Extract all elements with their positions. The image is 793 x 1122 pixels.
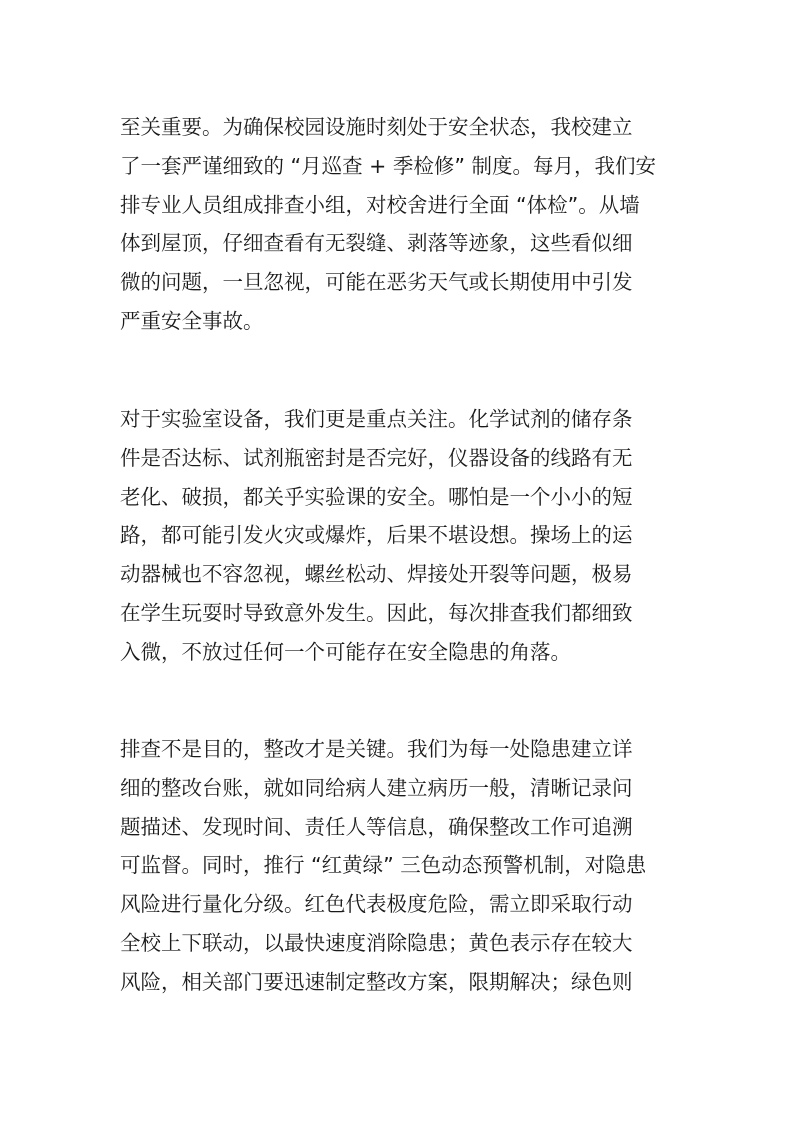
text-line: 至关重要。为确保校园设施时刻处于安全状态，我校建立 [120,115,633,139]
text-line: 路，都可能引发火灾或爆炸，后果不堪设想。操场上的运 [120,523,633,548]
text-line: 可监督。同时，推行 “红黄绿” 三色动态预警机制，对隐患 [120,853,647,878]
text-line: 了一套严谨细致的 “月巡查 + 季检修” 制度。每月，我们安 [120,153,656,178]
text-line: 风险，相关部门要迅速制定整改方案，限期解决；绿色则 [120,969,633,994]
text-line: 在学生玩耍时导致意外发生。因此，每次排查我们都细致 [120,600,633,625]
text-line: 件是否达标、试剂瓶密封是否完好，仪器设备的线路有无 [120,445,633,470]
text-line: 排查不是目的，整改才是关键。我们为每一处隐患建立详 [120,737,633,761]
paragraph-facility-inspection [120,108,680,341]
text-line: 细的整改台账，就如同给病人建立病历一般，清晰记录问 [120,775,633,800]
text-line: 严重安全事故。 [120,308,264,333]
text-line: 对于实验室设备，我们更是重点关注。化学试剂的储存条 [120,407,633,431]
text-line: 全校上下联动，以最快速度消除隐患；黄色表示存在较大 [120,930,633,955]
text-line: 排专业人员组成排查小组，对校舍进行全面 “体检”。从墙 [120,192,640,217]
text-line: 老化、破损，都关乎实验课的安全。哪怕是一个小小的短 [120,484,633,509]
text-line: 体到屋顶，仔细查看有无裂缝、剥落等迹象，这些看似细 [120,231,633,256]
text-line: 入微，不放过任何一个可能存在安全隐患的角落。 [120,639,571,664]
text-line: 题描述、发现时间、责任人等信息，确保整改工作可追溯 [120,814,633,839]
text-line: 风险进行量化分级。红色代表极度危险，需立即采取行动 [120,892,633,917]
paragraph-rectification [120,730,680,1002]
text-line: 动器械也不容忽视，螺丝松动、焊接处开裂等问题，极易 [120,562,633,587]
paragraph-lab-equipment [120,400,680,672]
text-line: 微的问题，一旦忽视，可能在恶劣天气或长期使用中引发 [120,270,633,295]
